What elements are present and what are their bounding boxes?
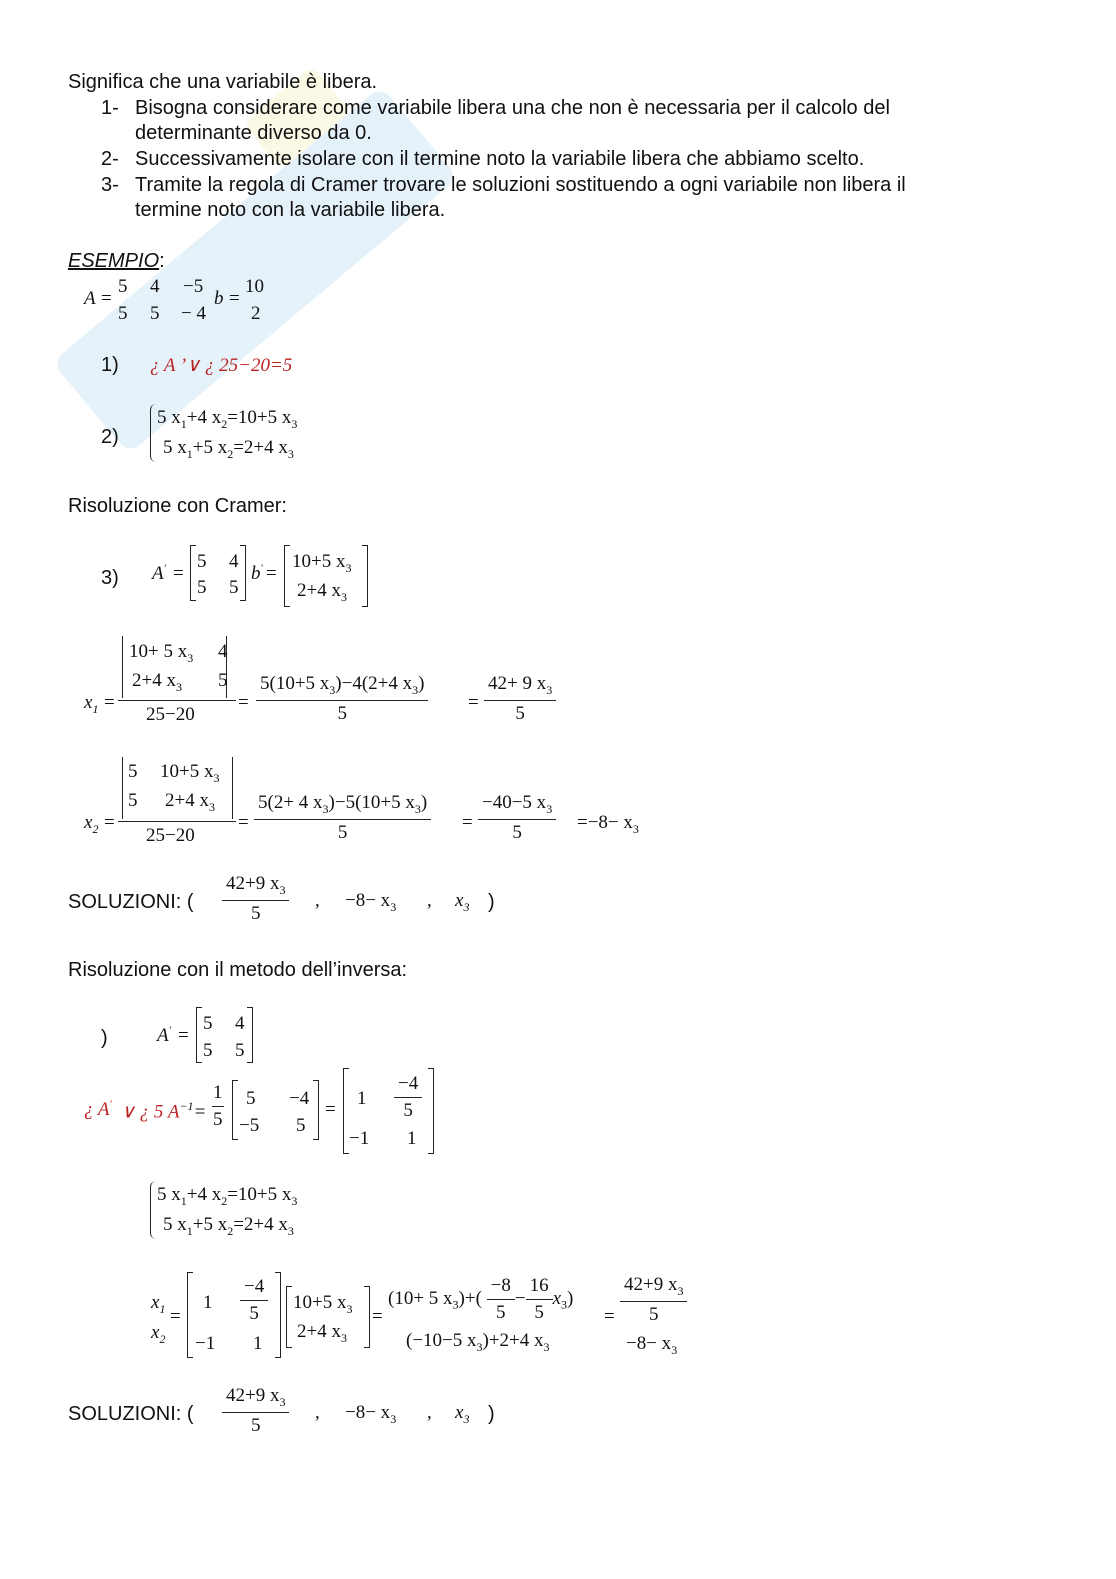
matrix-bracket-right xyxy=(428,1068,434,1154)
inverse-item-label: ) xyxy=(101,1027,108,1049)
separator-comma: , xyxy=(427,1402,432,1423)
a-prime-name: A' xyxy=(152,563,166,584)
inv-a-r1c2: 4 xyxy=(235,1013,245,1034)
x2-denominator: 25−20 xyxy=(146,825,195,846)
matrix-bracket-right xyxy=(313,1080,319,1140)
x1-symbol: $x_1$ xyxy=(151,1292,166,1316)
item-1-label: 1) xyxy=(101,354,119,376)
vector-bracket-right xyxy=(364,1286,370,1348)
equals-sign: = xyxy=(178,1025,189,1046)
final-inv-r1c1: 1 xyxy=(203,1292,213,1313)
intro-text: Significa che una variabile è libera. xyxy=(68,71,378,93)
equals-sign: = xyxy=(604,1306,615,1327)
inv-a-r2c1: 5 xyxy=(203,1040,213,1061)
step-2-text: Successivamente isolare con il termine noto la variabile libera che abbiamo scelto. xyxy=(135,148,865,170)
solutions-close: ) xyxy=(488,1403,495,1425)
det-bar-left xyxy=(122,636,123,698)
system2-eq-2: 5 $x_1+5$ $x_2=2+4$ $x_3$ xyxy=(163,1214,294,1238)
adj-r1c2: −4 xyxy=(289,1088,310,1109)
solution-x3: $x_3$ xyxy=(455,1402,470,1426)
matrix-bracket-right xyxy=(275,1272,281,1358)
solutions-label: SOLUZIONI: ( xyxy=(68,891,194,913)
det-bar-left xyxy=(122,757,123,819)
inv-a-r2c2: 5 xyxy=(235,1040,245,1061)
x2-fraction-line xyxy=(118,821,236,822)
solutions-label: SOLUZIONI: ( xyxy=(68,1403,194,1425)
inv-det-prefix: ¿ A' xyxy=(84,1099,112,1120)
separator-comma: , xyxy=(315,1402,320,1423)
x2-symbol: $x_2$ xyxy=(151,1322,166,1346)
inv-a-prime-name: A' xyxy=(157,1025,171,1046)
x2-det-r1c2: 10+5 $x_3$ xyxy=(160,761,220,785)
matrix-a-name: A xyxy=(84,288,96,309)
det-bar-right xyxy=(232,757,233,819)
system-brace xyxy=(150,1181,157,1239)
x1-expanded-fraction: $\frac{5(10+5 x_3)-4(2+4 x_3)}{5}$ xyxy=(256,673,428,725)
cramer-heading: Risoluzione con Cramer: xyxy=(68,495,287,517)
x1-det-r1c2: 4 xyxy=(218,641,228,662)
equals-sign: = xyxy=(104,692,115,713)
system-brace xyxy=(150,404,157,462)
matrix-bracket-right xyxy=(240,545,246,601)
vector-b-name: b xyxy=(214,288,224,309)
x1-det-r2c1: 2+4 $x_3$ xyxy=(132,670,182,694)
matrix-bracket-left xyxy=(232,1080,238,1140)
x1-symbol: $x_1$ xyxy=(84,692,99,716)
result-row-1: (10+ 5 $x_3)+$( $\frac{-8}{5}$ − $\frac{16}{5}$ $x_3$) xyxy=(388,1275,574,1323)
ap-r1c2: 4 xyxy=(229,551,239,572)
x2-det-r2c2: 2+4 $x_3$ xyxy=(165,790,215,814)
x1-fraction-line xyxy=(118,700,236,701)
solution-x2: $-8- x_3$ xyxy=(345,890,397,914)
step-1-number: 1- xyxy=(101,97,119,119)
item-2-label: 2) xyxy=(101,426,119,448)
equals-sign: = xyxy=(229,288,240,309)
separator-comma: , xyxy=(315,890,320,911)
a-r1c2: 4 xyxy=(150,276,160,297)
b-r1: 10 xyxy=(245,276,264,297)
equals-sign: = xyxy=(170,1306,181,1327)
ap-r2c2: 5 xyxy=(229,577,239,598)
equals-sign: = xyxy=(468,692,479,713)
equals-sign: = xyxy=(325,1099,336,1120)
separator-comma: , xyxy=(427,890,432,911)
x2-expanded-fraction: $\frac{5(2+ 4 x_3)-5(10+5 x_3)}{5}$ xyxy=(254,792,431,844)
x2-symbol: $x_2$ xyxy=(84,812,99,836)
step-2-number: 2- xyxy=(101,148,119,170)
inv-det-mid: ∨ ¿ 5 $A^{-1}=$ xyxy=(121,1099,207,1123)
x2-det-r2c1: 5 xyxy=(128,790,138,811)
bp-r1: 10+5 $x_3$ xyxy=(292,551,352,575)
step-3-text-cont: termine noto con la variabile libera. xyxy=(135,199,446,221)
final-inv-r2c1: −1 xyxy=(195,1333,216,1354)
inv-r1c1: 1 xyxy=(357,1088,367,1109)
system2-eq-1: 5 $x_1+4$ $x_2=10+5$ $x_3$ xyxy=(157,1184,298,1208)
step-1-text-cont: determinante diverso da 0. xyxy=(135,122,372,144)
x2-det-r1c1: 5 xyxy=(128,761,138,782)
equals-sign: = xyxy=(173,563,184,584)
final-inv-r2c2: 1 xyxy=(253,1333,263,1354)
solution-x2: $-8- x_3$ xyxy=(345,1402,397,1426)
x1-result-fraction: $\frac{42+ 9 x_3}{5}$ xyxy=(484,673,556,725)
b-prime-name: b' xyxy=(251,563,263,584)
matrix-bracket-left xyxy=(196,1007,202,1063)
vector-bracket-right xyxy=(362,545,368,607)
equals-sign: = xyxy=(372,1306,383,1327)
out-row-2: $-8- x_3$ xyxy=(626,1333,678,1357)
result-row-2: (−10−5 $x_3)+2+4$ $x_3$ xyxy=(406,1330,550,1354)
matrix-bracket-right xyxy=(247,1007,253,1063)
one-fifth-fraction: $\frac{1}{5}$ xyxy=(213,1082,223,1130)
adj-r1c1: 5 xyxy=(246,1088,256,1109)
x1-det-r1c1: 10+ 5 $x_3$ xyxy=(129,641,194,665)
ap-r1c1: 5 xyxy=(197,551,207,572)
step-3-number: 3- xyxy=(101,174,119,196)
final-inv-r1c2-fraction: $\frac{-4}{5}$ xyxy=(240,1276,268,1325)
a-r2c3: − 4 xyxy=(181,303,206,324)
adj-r2c2: 5 xyxy=(296,1115,306,1136)
inv-r2c2: 1 xyxy=(407,1128,417,1149)
item-3-label: 3) xyxy=(101,567,119,589)
adj-r2c1: −5 xyxy=(239,1115,260,1136)
final-vec-r1: 10+5 $x_3$ xyxy=(293,1292,353,1316)
b-r2: 2 xyxy=(251,303,261,324)
equals-sign: = xyxy=(238,692,249,713)
solutions-close: ) xyxy=(488,891,495,913)
ap-r2c1: 5 xyxy=(197,577,207,598)
equals-sign: = xyxy=(462,812,473,833)
final-vec-r2: 2+4 $x_3$ xyxy=(297,1321,347,1345)
inv-r2c1: −1 xyxy=(349,1128,370,1149)
step-1-text: Bisogna considerare come variabile libera una che non è necessaria per il calcolo del xyxy=(135,97,890,119)
equals-sign: = xyxy=(101,288,112,309)
system-eq-1: 5 $x_1+4$ $x_2=10+5$ $x_3$ xyxy=(157,407,298,431)
matrix-bracket-left xyxy=(187,1272,193,1358)
inv-r1c2-fraction: $\frac{-4}{5}$ xyxy=(394,1073,422,1122)
item-1-expression: ¿ A ’∨ ¿ 25−20=5 xyxy=(150,355,293,376)
x1-det-r2c2: 5 xyxy=(218,670,228,691)
matrix-bracket-left xyxy=(190,545,196,601)
inverse-heading: Risoluzione con il metodo dell’inversa: xyxy=(68,959,408,981)
equals-sign: = xyxy=(104,812,115,833)
solution-x3: $x_3$ xyxy=(455,890,470,914)
example-heading: ESEMPIO: xyxy=(68,250,165,272)
solution-x1-fraction: $\frac{42+9 x_3}{5}$ xyxy=(222,1385,289,1437)
system-eq-2: 5 $x_1+5$ $x_2=2+4$ $x_3$ xyxy=(163,437,294,461)
a-r2c1: 5 xyxy=(118,303,128,324)
bp-r2: 2+4 $x_3$ xyxy=(297,580,347,604)
a-r1c1: 5 xyxy=(118,276,128,297)
vector-bracket-left xyxy=(286,1286,292,1348)
x2-final-value: $=-8- x_3$ xyxy=(577,812,639,836)
equals-sign: = xyxy=(238,812,249,833)
x1-denominator: 25−20 xyxy=(146,704,195,725)
vector-bracket-left xyxy=(284,545,290,607)
step-3-text: Tramite la regola di Cramer trovare le soluzioni sostituendo a ogni variabile non libera il xyxy=(135,174,906,196)
det-bar-right xyxy=(226,636,227,698)
a-r1c3: −5 xyxy=(183,276,204,297)
inv-a-r1c1: 5 xyxy=(203,1013,213,1034)
equals-sign: = xyxy=(266,563,277,584)
out-row-1-fraction: $\frac{42+9 x_3}{5}$ xyxy=(620,1274,687,1326)
a-r2c2: 5 xyxy=(150,303,160,324)
solution-x1-fraction: $\frac{42+9 x_3}{5}$ xyxy=(222,873,289,925)
x2-result-fraction: $\frac{-40-5 x_3}{5}$ xyxy=(478,792,556,844)
